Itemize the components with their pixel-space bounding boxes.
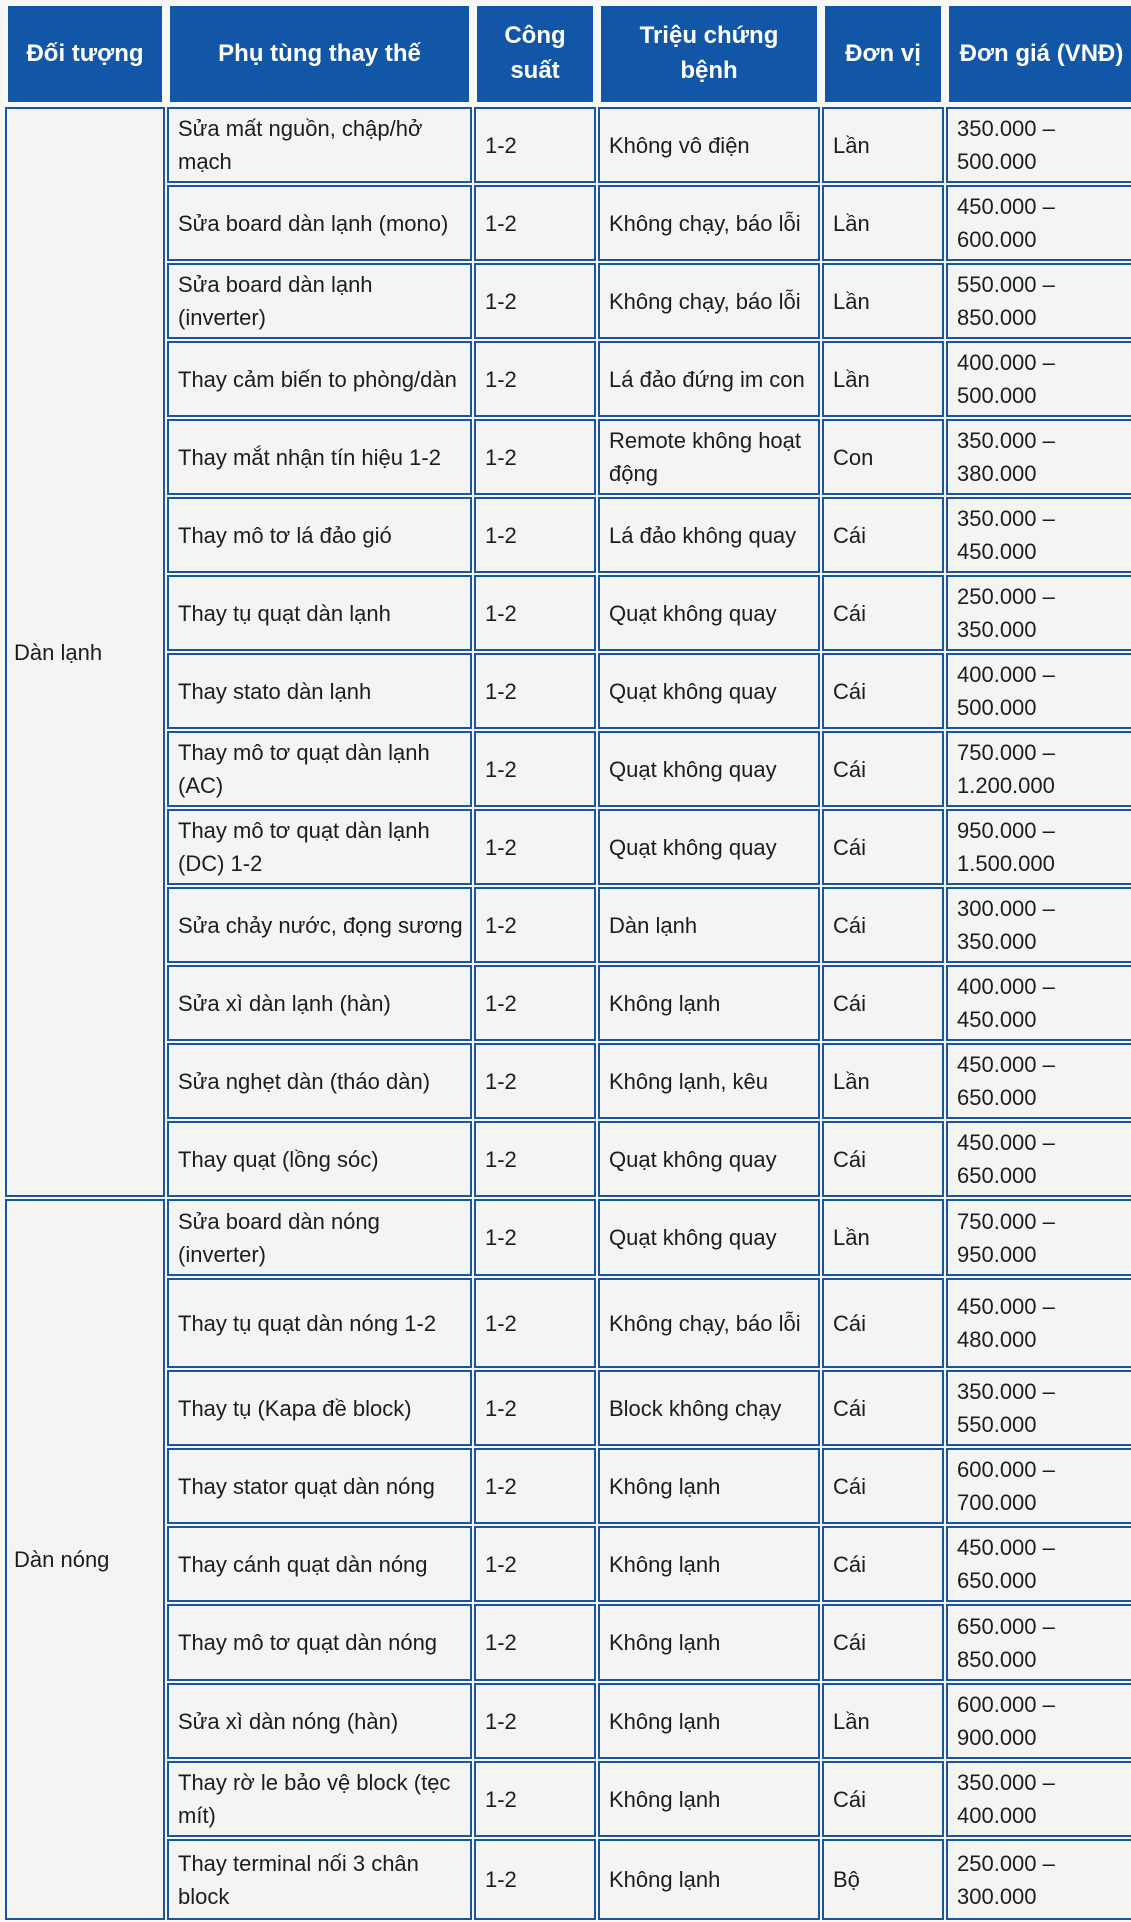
unit-cell: Cái	[822, 809, 944, 885]
capacity-cell: 1-2	[474, 1683, 596, 1759]
table-row	[5, 1278, 1131, 1368]
price-cell: 300.000 – 350.000	[946, 887, 1131, 963]
symptom-cell: Lá đảo đứng im con	[598, 341, 820, 417]
symptom-cell: Không lạnh	[598, 965, 820, 1041]
header-cell-4: Triệu chứng bệnh	[598, 3, 820, 105]
capacity-cell: 1-2	[474, 419, 596, 495]
part-cell: Sửa chảy nước, đọng sương	[167, 887, 472, 963]
table-row	[5, 1448, 1131, 1524]
table-row	[5, 497, 1131, 573]
header-cell-6: Đơn giá (VNĐ)	[946, 3, 1131, 105]
price-cell: 600.000 – 900.000	[946, 1683, 1131, 1759]
symptom-cell: Không lạnh	[598, 1604, 820, 1681]
part-cell: Sửa xì dàn nóng (hàn)	[167, 1683, 472, 1759]
capacity-cell: 1-2	[474, 185, 596, 261]
unit-cell: Cái	[822, 1370, 944, 1446]
table-row	[5, 731, 1131, 807]
header-cell-1: Đối tượng	[5, 3, 165, 105]
table-row	[5, 1121, 1131, 1197]
table-row	[5, 653, 1131, 729]
table-row	[5, 1526, 1131, 1602]
capacity-cell: 1-2	[474, 107, 596, 183]
table-row	[5, 263, 1131, 339]
price-cell: 750.000 – 1.200.000	[946, 731, 1131, 807]
capacity-cell: 1-2	[474, 1604, 596, 1681]
symptom-cell: Dàn lạnh	[598, 887, 820, 963]
unit-cell: Cái	[822, 1526, 944, 1602]
symptom-cell: Không lạnh	[598, 1526, 820, 1602]
unit-cell: Cái	[822, 1761, 944, 1837]
symptom-cell: Remote không hoạt động	[598, 419, 820, 495]
table-row	[5, 809, 1131, 885]
header-cell-3: Công suất	[474, 3, 596, 105]
part-cell: Thay stator quạt dàn nóng	[167, 1448, 472, 1524]
price-cell: 350.000 – 380.000	[946, 419, 1131, 495]
part-cell: Thay rờ le bảo vệ block (tẹc mít)	[167, 1761, 472, 1837]
part-cell: Sửa board dàn nóng (inverter)	[167, 1199, 472, 1276]
capacity-cell: 1-2	[474, 497, 596, 573]
symptom-cell: Không chạy, báo lỗi	[598, 185, 820, 261]
header-cell-5: Đơn vị	[822, 3, 944, 105]
symptom-cell: Block không chạy	[598, 1370, 820, 1446]
table-row	[5, 887, 1131, 963]
header-row	[5, 3, 1131, 105]
part-cell: Sửa nghẹt dàn (tháo dàn)	[167, 1043, 472, 1119]
price-cell: 400.000 – 500.000	[946, 341, 1131, 417]
table-row	[5, 1043, 1131, 1119]
price-cell: 550.000 – 850.000	[946, 263, 1131, 339]
capacity-cell: 1-2	[474, 1761, 596, 1837]
part-cell: Sửa board dàn lạnh (mono)	[167, 185, 472, 261]
symptom-cell: Quạt không quay	[598, 809, 820, 885]
price-cell: 250.000 – 350.000	[946, 575, 1131, 651]
symptom-cell: Quạt không quay	[598, 1199, 820, 1276]
unit-cell: Cái	[822, 575, 944, 651]
table-row	[5, 1683, 1131, 1759]
part-cell: Sửa board dàn lạnh (inverter)	[167, 263, 472, 339]
price-cell: 400.000 – 450.000	[946, 965, 1131, 1041]
part-cell: Thay cảm biến to phòng/dàn	[167, 341, 472, 417]
symptom-cell: Không chạy, báo lỗi	[598, 1278, 820, 1368]
unit-cell: Con	[822, 419, 944, 495]
part-cell: Thay mô tơ quạt dàn lạnh (AC)	[167, 731, 472, 807]
unit-cell: Cái	[822, 1604, 944, 1681]
unit-cell: Lần	[822, 1199, 944, 1276]
symptom-cell: Quạt không quay	[598, 653, 820, 729]
part-cell: Thay cánh quạt dàn nóng	[167, 1526, 472, 1602]
part-cell: Thay tụ quạt dàn lạnh	[167, 575, 472, 651]
capacity-cell: 1-2	[474, 965, 596, 1041]
part-cell: Thay mô tơ quạt dàn nóng	[167, 1604, 472, 1681]
table-body	[5, 107, 1131, 1920]
capacity-cell: 1-2	[474, 1448, 596, 1524]
part-cell: Sửa mất nguồn, chập/hở mạch	[167, 107, 472, 183]
capacity-cell: 1-2	[474, 575, 596, 651]
table-row	[5, 1839, 1131, 1920]
capacity-cell: 1-2	[474, 731, 596, 807]
symptom-cell: Không lạnh, kêu	[598, 1043, 820, 1119]
price-cell: 750.000 – 950.000	[946, 1199, 1131, 1276]
symptom-cell: Không chạy, báo lỗi	[598, 263, 820, 339]
price-cell: 650.000 – 850.000	[946, 1604, 1131, 1681]
price-cell: 350.000 – 450.000	[946, 497, 1131, 573]
price-cell: 350.000 – 500.000	[946, 107, 1131, 183]
unit-cell: Cái	[822, 653, 944, 729]
symptom-cell: Không lạnh	[598, 1683, 820, 1759]
price-cell: 250.000 – 300.000	[946, 1839, 1131, 1920]
part-cell: Thay mắt nhận tín hiệu 1-2	[167, 419, 472, 495]
part-cell: Thay stato dàn lạnh	[167, 653, 472, 729]
price-cell: 450.000 – 650.000	[946, 1121, 1131, 1197]
price-cell: 600.000 – 700.000	[946, 1448, 1131, 1524]
unit-cell: Cái	[822, 1278, 944, 1368]
price-cell: 350.000 – 400.000	[946, 1761, 1131, 1837]
capacity-cell: 1-2	[474, 1121, 596, 1197]
part-cell: Thay mô tơ quạt dàn lạnh (DC) 1-2	[167, 809, 472, 885]
capacity-cell: 1-2	[474, 263, 596, 339]
unit-cell: Cái	[822, 1121, 944, 1197]
price-cell: 400.000 – 500.000	[946, 653, 1131, 729]
group-label-cell: Dàn lạnh	[5, 107, 165, 1197]
symptom-cell: Quạt không quay	[598, 731, 820, 807]
table-row	[5, 107, 1131, 183]
part-cell: Thay tụ quạt dàn nóng 1-2	[167, 1278, 472, 1368]
unit-cell: Lần	[822, 263, 944, 339]
symptom-cell: Lá đảo không quay	[598, 497, 820, 573]
unit-cell: Cái	[822, 497, 944, 573]
header-cell-2: Phụ tùng thay thế	[167, 3, 472, 105]
table-row	[5, 1604, 1131, 1681]
part-cell: Thay mô tơ lá đảo gió	[167, 497, 472, 573]
symptom-cell: Quạt không quay	[598, 1121, 820, 1197]
price-cell: 450.000 – 600.000	[946, 185, 1131, 261]
capacity-cell: 1-2	[474, 1526, 596, 1602]
unit-cell: Cái	[822, 965, 944, 1041]
unit-cell: Lần	[822, 1683, 944, 1759]
unit-cell: Cái	[822, 731, 944, 807]
symptom-cell: Quạt không quay	[598, 575, 820, 651]
table-row	[5, 1370, 1131, 1446]
capacity-cell: 1-2	[474, 1278, 596, 1368]
capacity-cell: 1-2	[474, 1199, 596, 1276]
unit-cell: Cái	[822, 1448, 944, 1524]
capacity-cell: 1-2	[474, 887, 596, 963]
table-row	[5, 1199, 1131, 1276]
group-label-cell: Dàn nóng	[5, 1199, 165, 1920]
symptom-cell: Không vô điện	[598, 107, 820, 183]
part-cell: Thay tụ (Kapa đề block)	[167, 1370, 472, 1446]
price-cell: 450.000 – 650.000	[946, 1043, 1131, 1119]
symptom-cell: Không lạnh	[598, 1761, 820, 1837]
table-row	[5, 965, 1131, 1041]
part-cell: Thay quạt (lồng sóc)	[167, 1121, 472, 1197]
unit-cell: Bộ	[822, 1839, 944, 1920]
table-row	[5, 341, 1131, 417]
price-cell: 450.000 – 480.000	[946, 1278, 1131, 1368]
table-row	[5, 185, 1131, 261]
symptom-cell: Không lạnh	[598, 1839, 820, 1920]
capacity-cell: 1-2	[474, 1370, 596, 1446]
symptom-cell: Không lạnh	[598, 1448, 820, 1524]
price-cell: 450.000 – 650.000	[946, 1526, 1131, 1602]
part-cell: Sửa xì dàn lạnh (hàn)	[167, 965, 472, 1041]
table-row	[5, 419, 1131, 495]
capacity-cell: 1-2	[474, 341, 596, 417]
part-cell: Thay terminal nối 3 chân block	[167, 1839, 472, 1920]
capacity-cell: 1-2	[474, 809, 596, 885]
capacity-cell: 1-2	[474, 1043, 596, 1119]
capacity-cell: 1-2	[474, 653, 596, 729]
unit-cell: Lần	[822, 185, 944, 261]
price-cell: 950.000 – 1.500.000	[946, 809, 1131, 885]
unit-cell: Lần	[822, 107, 944, 183]
unit-cell: Lần	[822, 1043, 944, 1119]
unit-cell: Lần	[822, 341, 944, 417]
capacity-cell: 1-2	[474, 1839, 596, 1920]
repair-price-table	[3, 1, 1131, 1922]
price-cell: 350.000 – 550.000	[946, 1370, 1131, 1446]
unit-cell: Cái	[822, 887, 944, 963]
table-row	[5, 1761, 1131, 1837]
table-row	[5, 575, 1131, 651]
